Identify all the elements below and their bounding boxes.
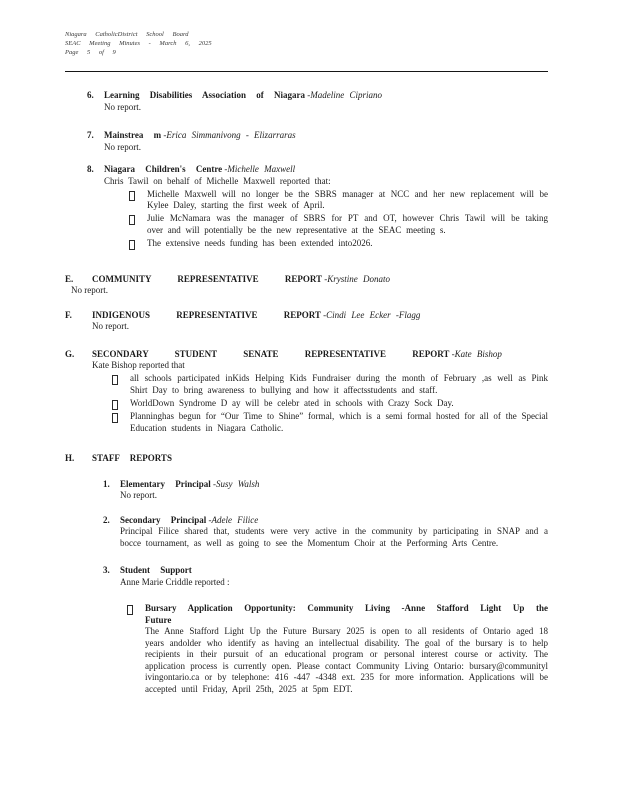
missing-glyph-bullet-icon xyxy=(129,215,135,225)
no-report-text: No report. xyxy=(104,101,141,112)
section-g xyxy=(65,349,548,435)
bullet-item xyxy=(112,398,548,410)
item-representative: -Erica Simmanivong - Elizarraras xyxy=(163,130,296,140)
item-number: 2. xyxy=(103,514,110,525)
item-representative: -Adele Filice xyxy=(208,514,259,525)
item-intro-text: Chris Tawil on behalf of Michelle Maxwell reported that: xyxy=(104,175,331,186)
section-title-row xyxy=(92,453,548,465)
no-report-text: No report. xyxy=(71,285,108,295)
item-title-row xyxy=(120,515,548,527)
section-title: INDIGENOUS REPRESENTATIVE REPORT xyxy=(92,309,321,320)
item-representative: -Madeline Cipriano xyxy=(307,90,383,100)
missing-glyph-bullet-icon xyxy=(127,605,133,615)
agenda-item-7 xyxy=(87,130,548,153)
no-report-text: No report. xyxy=(120,490,157,500)
bullet-text: Julie McNamara was the manager of SBRS for PT and OT, however Chris Tawil will be taking over and will potentially be the new representative at the SEAC meeting s. xyxy=(147,213,548,235)
item-title: Learning Disabilities Association of Niagara xyxy=(104,90,306,100)
bullet-text: Michelle Maxwell will no longer be the SBRS manager at NCC and her new replacement will be Kylee Daley, starting the first week of April. xyxy=(147,188,548,210)
section-body xyxy=(92,349,548,435)
agenda-items xyxy=(87,90,548,250)
staff-report-3 xyxy=(103,565,548,695)
section-letter: G. xyxy=(65,348,75,359)
missing-glyph-bullet-icon xyxy=(112,413,118,423)
section-representative: -Cindi Lee Ecker -Flagg xyxy=(323,309,421,320)
missing-glyph-bullet-icon xyxy=(129,191,135,201)
section-letter: H. xyxy=(65,453,75,463)
item-body xyxy=(104,130,548,153)
section-representative: -Krystine Donato xyxy=(324,273,391,284)
section-title: COMMUNITY REPRESENTATIVE REPORT xyxy=(92,273,323,284)
missing-glyph-bullet-icon xyxy=(112,375,118,385)
section-intro-text: Kate Bishop reported that xyxy=(92,360,185,370)
item-number: 6. xyxy=(87,90,94,100)
bullet-item xyxy=(129,213,548,236)
section-e xyxy=(65,274,548,286)
bullet-item xyxy=(129,189,548,212)
bursary-paragraph: The Anne Stafford Light Up the Future Bursary 2025 is open to all residents of Ontario aged 18 years andolder who identify as having an intellectual disability. The goal of the bursary is to help recipients in their pursuit of an educational program or personal interest course or activity. The application process is currently open. Please contact Community Living Ontario: bursary@communityl ivingontario.ca or by telephone: 416 -447 -4348 ext. 235 for more information. Applications will be accepted until Friday, April 25th, 2025 at 5pm EDT. xyxy=(145,626,548,694)
item-title: Mainstrea m xyxy=(104,130,162,140)
missing-glyph-bullet-icon xyxy=(112,400,118,410)
agenda-item-8 xyxy=(87,164,548,250)
item-body xyxy=(120,479,548,502)
bullet-text: The extensive needs funding has been extended into2026. xyxy=(147,237,373,248)
bullet-text: all schools participated inKids Helping Kids Fundraiser during the month of February ,as well as Pink Shirt Day to bring awareness to bullying and how it affectsstudents and staff. xyxy=(130,373,548,395)
item-representative: -Michelle Maxwell xyxy=(224,164,296,174)
staff-report-1 xyxy=(103,479,548,502)
item-title-row xyxy=(120,565,548,577)
report-paragraph: Principal Filice shared that, students were very active in the community by participating in SNAP and a bocce tournament, as well as going to see the Momentum Choir at the Performing Arts Centre. xyxy=(120,526,548,548)
section-title-row xyxy=(92,274,548,286)
item-body xyxy=(104,90,548,113)
item-title: Secondary Principal xyxy=(120,514,207,525)
item-title-row xyxy=(104,164,548,176)
section-title-row xyxy=(92,310,548,322)
section-letter: F. xyxy=(65,309,72,320)
bullet-item xyxy=(112,373,548,396)
bullet-item xyxy=(129,238,548,250)
no-report-text: No report. xyxy=(92,321,129,331)
section-body xyxy=(92,310,548,333)
section-title: STAFF REPORTS xyxy=(92,453,172,463)
bullet-list xyxy=(112,373,548,434)
header-divider xyxy=(65,71,548,72)
bullet-text: WorldDown Syndrome D ay will be celebr ated in schools with Crazy Sock Day. xyxy=(130,397,454,408)
bullet-item xyxy=(127,603,548,695)
agenda-item-6 xyxy=(87,90,548,113)
item-title: Niagara Children's Centre xyxy=(104,164,223,174)
section-h xyxy=(65,453,548,465)
section-letter: E. xyxy=(65,273,74,284)
page-header xyxy=(65,30,548,57)
item-number: 1. xyxy=(103,478,110,489)
section-representative: -Kate Bishop xyxy=(451,348,502,359)
item-body xyxy=(120,515,548,550)
missing-glyph-bullet-icon xyxy=(129,240,135,250)
header-line-page-number: Page 5 of 9 xyxy=(65,49,116,56)
item-title-row xyxy=(104,90,548,102)
staff-report-2 xyxy=(103,515,548,550)
bullet-item xyxy=(112,411,548,434)
bullet-content xyxy=(145,603,548,695)
header-line-minutes: SEAC Meeting Minutes - March 6, 2025 xyxy=(65,40,212,47)
item-body xyxy=(120,565,548,695)
item-number: 8. xyxy=(87,164,94,174)
bullet-list xyxy=(129,189,548,250)
item-number: 3. xyxy=(103,565,110,575)
item-representative: -Susy Walsh xyxy=(213,478,260,489)
section-f xyxy=(65,310,548,333)
section-title: SECONDARY STUDENT SENATE REPRESENTATIVE REPORT xyxy=(92,348,450,359)
bursary-title: Bursary Application Opportunity: Community Living -Anne Stafford Light Up the Future xyxy=(145,603,548,625)
item-title-row xyxy=(120,479,548,491)
staff-reports-list xyxy=(103,479,548,696)
bullet-text: Planninghas begun for “Our Time to Shine” formal, which is a semi formal hosted for all of the Special Education students in Niagara Catholic. xyxy=(130,411,548,433)
item-number: 7. xyxy=(87,130,94,140)
item-body xyxy=(104,164,548,250)
item-title: Elementary Principal xyxy=(120,478,211,489)
header-line-board: Niagara CatholicDistrict School Board xyxy=(65,31,189,38)
item-title: Student Support xyxy=(120,565,192,575)
no-report-text: No report. xyxy=(104,141,141,152)
item-title-row xyxy=(104,130,548,142)
item-intro-text: Anne Marie Criddle reported : xyxy=(120,576,230,587)
section-title-row xyxy=(92,349,548,361)
section-body xyxy=(92,453,548,465)
section-body xyxy=(92,274,548,286)
